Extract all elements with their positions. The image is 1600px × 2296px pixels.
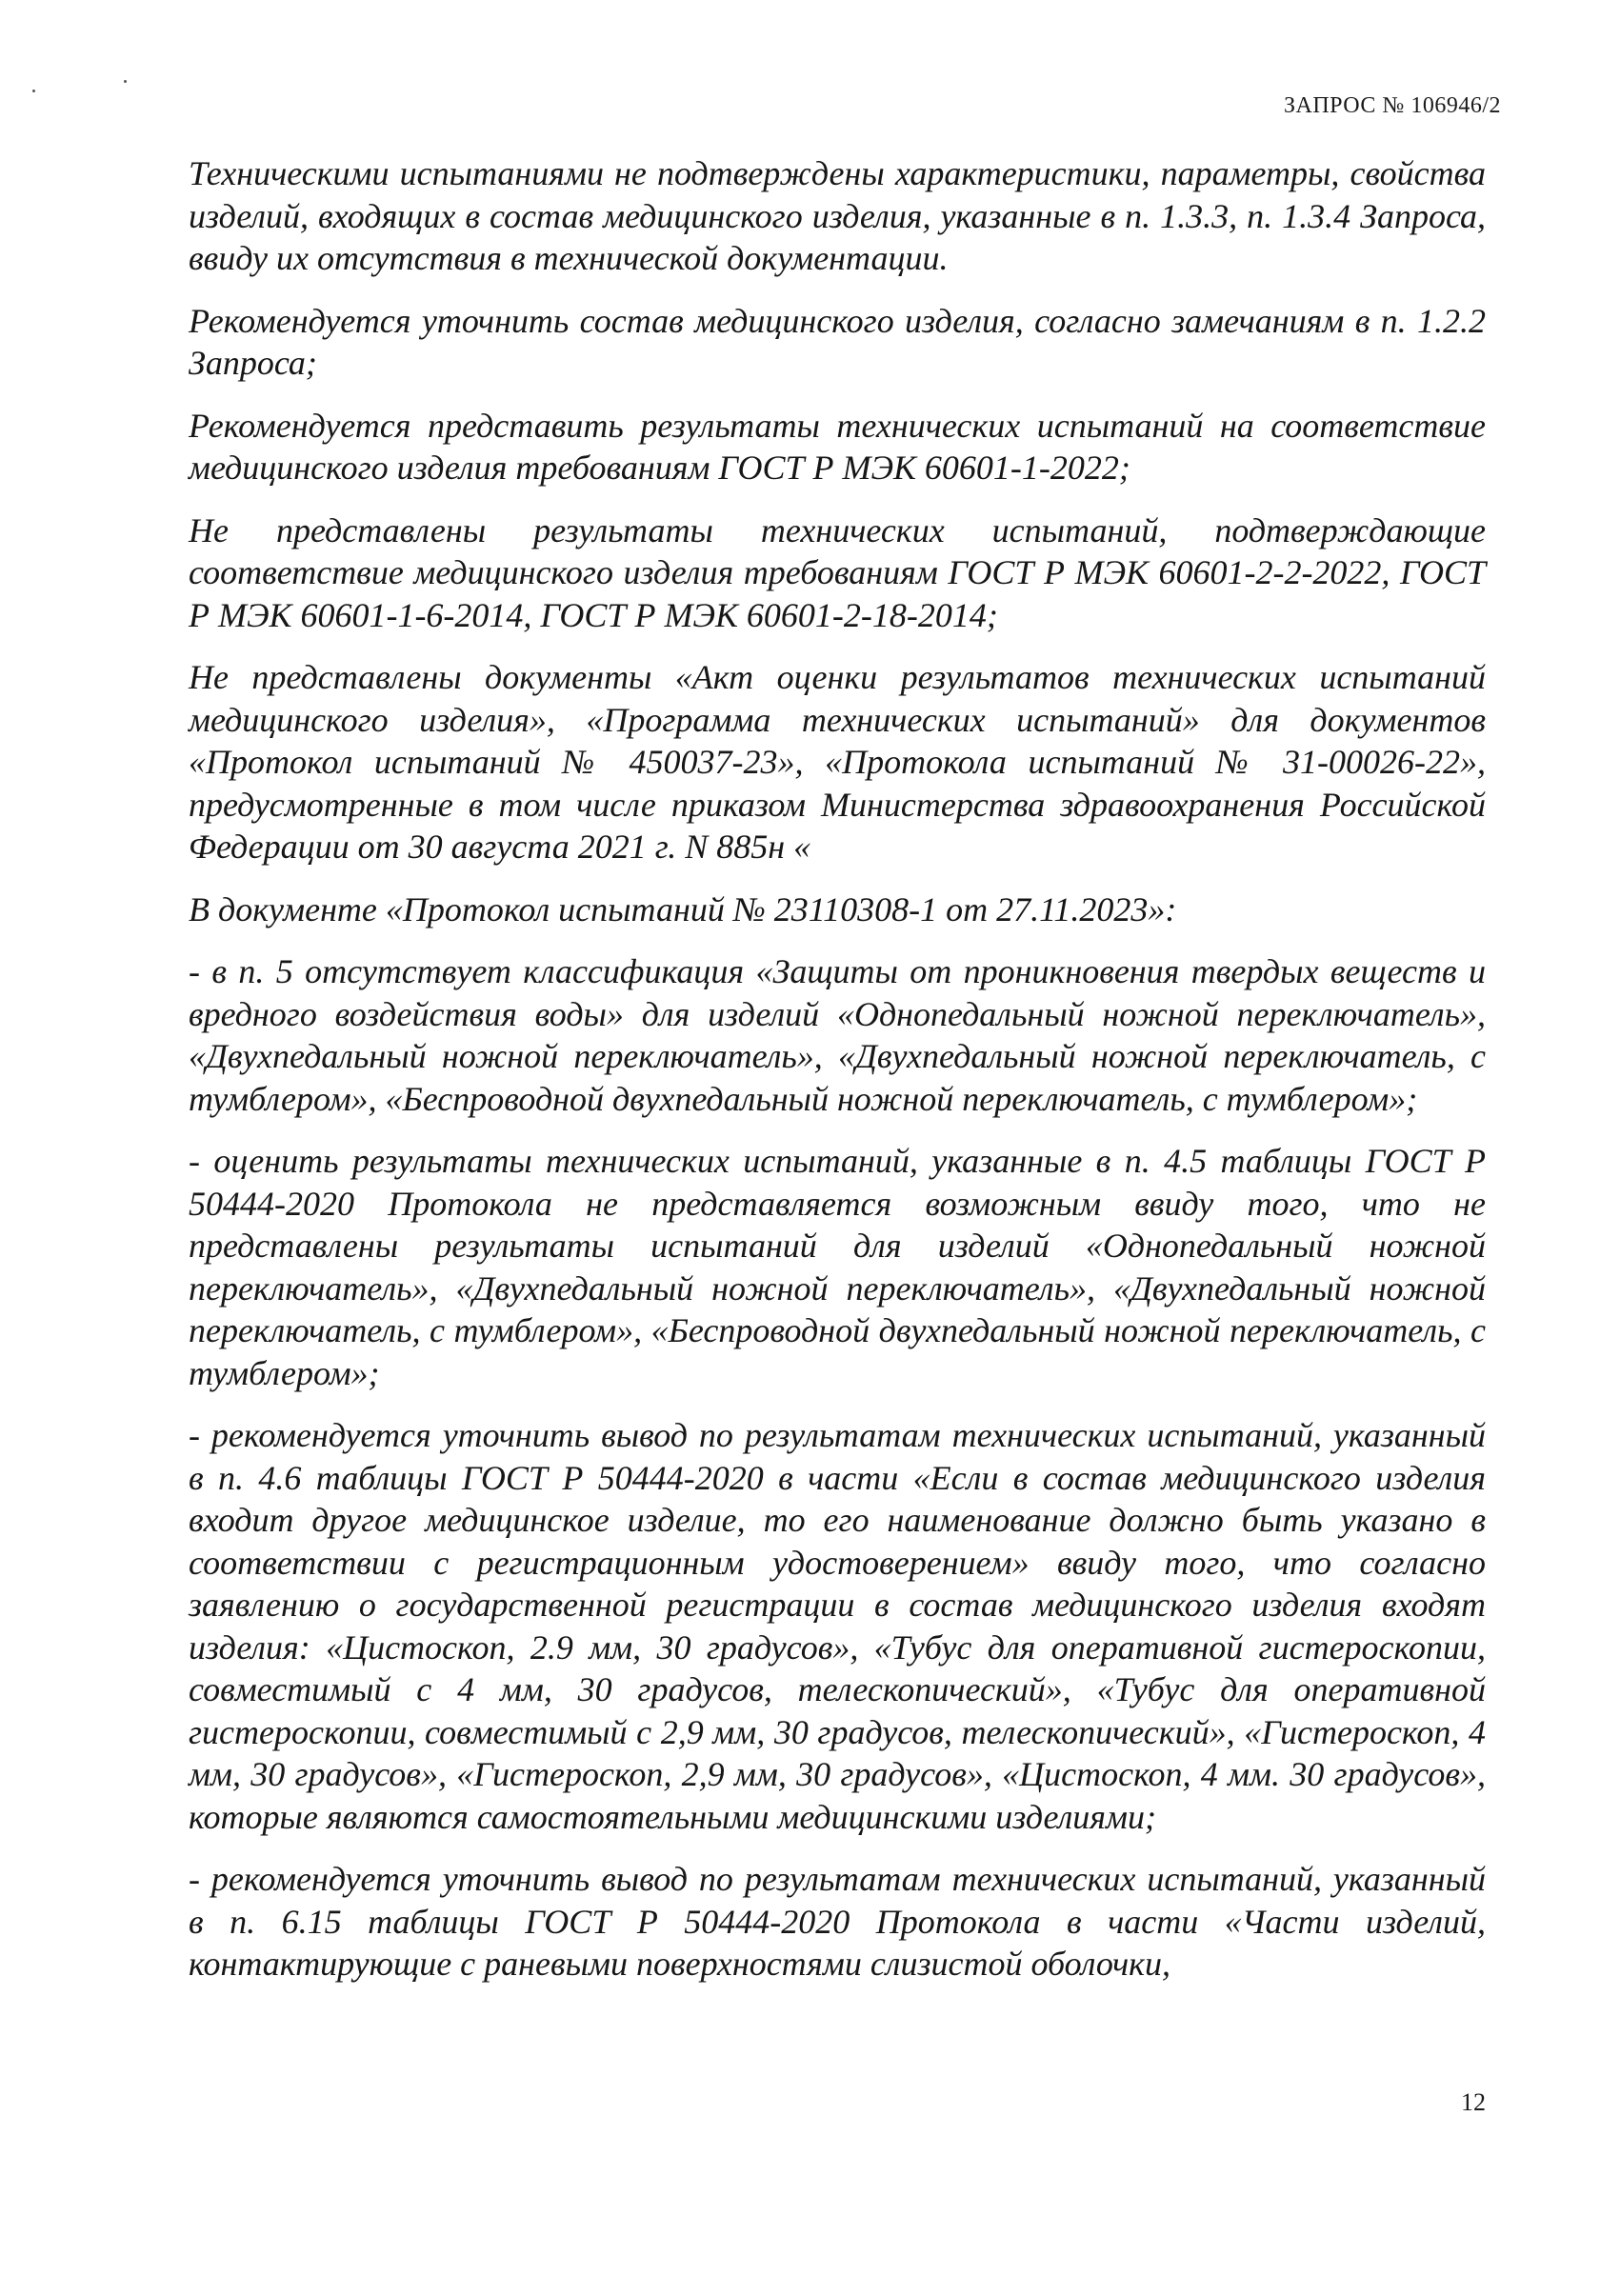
request-number-header: ЗАПРОС № 106946/2 — [1283, 93, 1501, 118]
paragraph-5: Не представлены документы «Акт оценки результатов технических испытаний медицинского изделия», «Программа технических испытаний» для документов «Протокол испытаний № 450037-23», «Протокола испытаний № 31-00026-22», предусмотренные в том числе приказом Министерства здравоохранения Российской Федерации от 30 августа 2021 г. N 885н « — [189, 658, 1486, 866]
scan-speck — [32, 90, 35, 92]
scan-speck — [124, 80, 127, 83]
paragraph-7: - в п. 5 отсутствует классификация «Защиты от проникновения твердых веществ и вредного воздействия воды» для изделий «Однопедальный ножной переключатель», «Двухпедальный ножной переключатель», «Двухпедальный ножной переключатель, с тумблером», «Беспроводной двухпедальный ножной переключатель, с тумблером»; — [189, 952, 1486, 1118]
paragraph-1: Техническими испытаниями не подтверждены характеристики, параметры, свойства изделий, входящих в состав медицинского изделия, указанные в п. 1.3.3, п. 1.3.4 Запроса, ввиду их отсутствия в технической документации. — [189, 154, 1486, 277]
paragraph-10: - рекомендуется уточнить вывод по результатам технических испытаний, указанный в п. 6.15 таблицы ГОСТ Р 50444-2020 Протокола в части «Части изделий, контактирующие с раневыми поверхностями слизистой оболочки, — [189, 1860, 1486, 1983]
paragraph-9: - рекомендуется уточнить вывод по результатам технических испытаний, указанный в п. 4.6 таблицы ГОСТ Р 50444-2020 в части «Если в состав медицинского изделия входит другое медицинское изделие, то его наименование должно быть указано в соответствии с регистрационным удостоверением» ввиду того, что согласно заявлению о государственной регистрации в состав медицинского изделия входят изделия: «Цистоскоп, 2.9 мм, 30 градусов», «Тубус для оперативной гистероскопии, совместимый с 4 мм, 30 градусов, телескопический», «Тубус для оперативной гистероскопии, совместимый с 2,9 мм, 30 градусов, телескопический», «Гистероскоп, 4 мм, 30 градусов», «Гистероскоп, 2,9 мм, 30 градусов», «Цистоскоп, 4 мм. 30 градусов», которые являются самостоятельными медицинскими изделиями; — [189, 1416, 1486, 1836]
page-number: 12 — [1461, 2088, 1486, 2116]
paragraph-4: Не представлены результаты технических испытаний, подтверждающие соответствие медицинского изделия требованиям ГОСТ Р МЭК 60601-2-2-2022, ГОСТ Р МЭК 60601-1-6-2014, ГОСТ Р МЭК 60601-2-18-2014; — [189, 510, 1486, 634]
document-body — [189, 152, 1486, 2006]
paragraph-3: Рекомендуется представить результаты технических испытаний на соответствие медицинского изделия требованиям ГОСТ Р МЭК 60601-1-2022; — [189, 406, 1486, 487]
paragraph-6: В документе «Протокол испытаний № 23110308-1 от 27.11.2023»: — [189, 889, 1177, 928]
paragraph-2: Рекомендуется уточнить состав медицинского изделия, согласно замечаниям в п. 1.2.2 Запроса; — [189, 301, 1486, 382]
paragraph-8: - оценить результаты технических испытаний, указанные в п. 4.5 таблицы ГОСТ Р 50444-2020 Протокола не представляется возможным ввиду того, что не представлены результаты испытаний для изделий «Однопедальный ножной переключатель», «Двухпедальный ножной переключатель», «Двухпедальный ножной переключатель, с тумблером», «Беспроводной двухпедальный ножной переключатель, с тумблером»; — [189, 1142, 1486, 1392]
